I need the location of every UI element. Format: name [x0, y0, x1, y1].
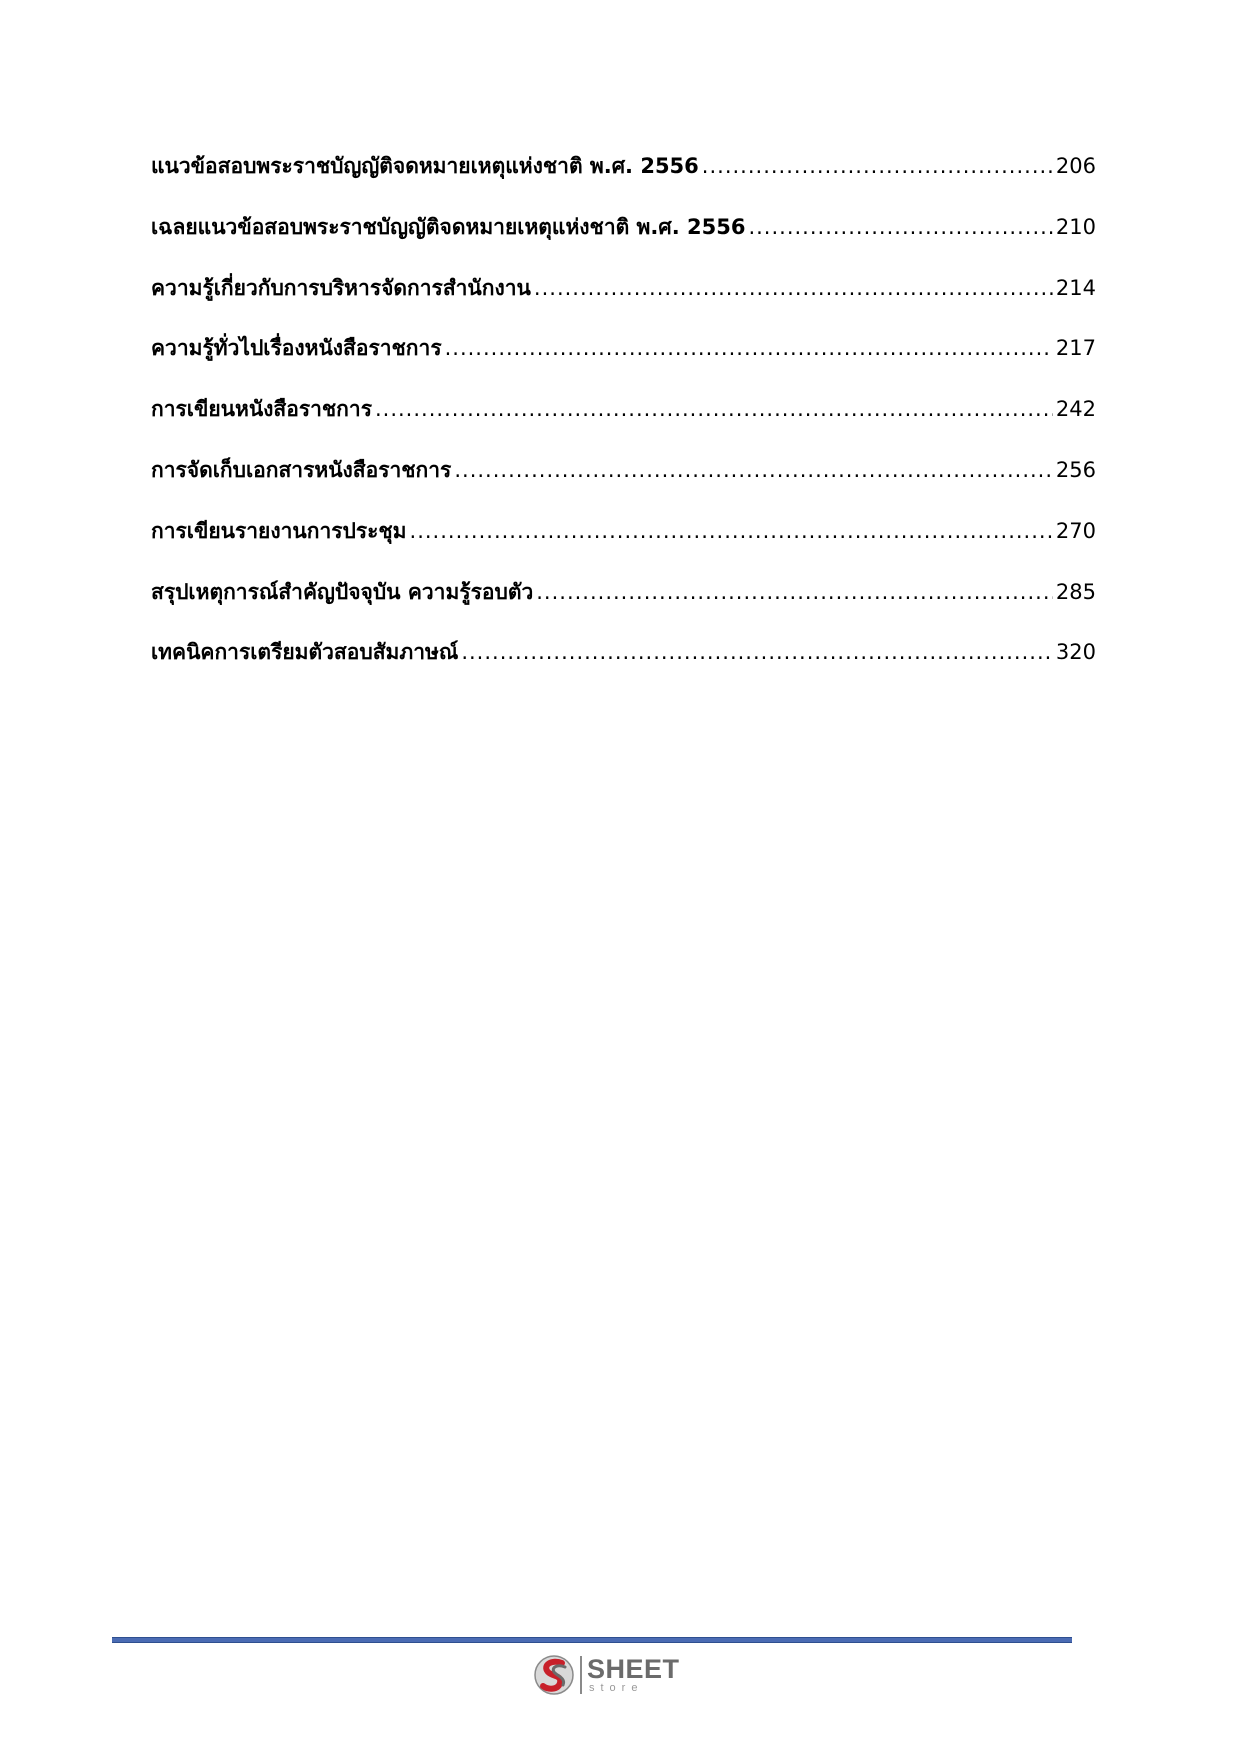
- logo-divider: [580, 1656, 582, 1694]
- toc-dot-leader: [461, 640, 1053, 664]
- toc-dot-leader: [702, 154, 1053, 178]
- toc-dot-leader: [445, 336, 1053, 360]
- logo-word: SHEET: [587, 1654, 680, 1684]
- toc-entry[interactable]: [151, 332, 1096, 393]
- toc-entry[interactable]: [151, 211, 1096, 272]
- footer-logo: [532, 1652, 692, 1698]
- toc-entry-page: 214: [1055, 275, 1096, 300]
- toc-entry-page: 217: [1055, 336, 1096, 361]
- toc-dot-leader: [536, 580, 1053, 604]
- toc-entry-page: 320: [1055, 640, 1096, 665]
- toc-entry-page: 270: [1055, 518, 1096, 543]
- table-of-contents: [151, 150, 1096, 697]
- toc-entry[interactable]: [151, 393, 1096, 454]
- toc-entry[interactable]: [151, 515, 1096, 576]
- toc-entry-page: 242: [1055, 397, 1096, 422]
- toc-entry-page: 206: [1055, 154, 1096, 178]
- toc-entry-page: 210: [1055, 214, 1096, 239]
- toc-dot-leader: [748, 215, 1052, 239]
- toc-entry-page: 256: [1055, 457, 1096, 482]
- toc-entry[interactable]: [151, 576, 1096, 637]
- toc-entry-title: สรุปเหตุการณ์สำคัญปัจจุบัน ความรู้รอบตัว: [151, 579, 534, 604]
- toc-dot-leader: [410, 519, 1053, 543]
- toc-entry-title: แนวข้อสอบพระราชบัญญัติจดหมายเหตุแห่งชาติ พ.ศ. 2556: [151, 154, 699, 178]
- toc-dot-leader: [375, 397, 1053, 421]
- toc-entry-title: การจัดเก็บเอกสารหนังสือราชการ: [151, 457, 452, 482]
- toc-dot-leader: [534, 276, 1053, 300]
- toc-entry-title: เฉลยแนวข้อสอบพระราชบัญญัติจดหมายเหตุแห่งชาติ พ.ศ. 2556: [151, 214, 746, 239]
- toc-entry-title: การเขียนหนังสือราชการ: [151, 397, 372, 422]
- toc-entry-page: 285: [1055, 579, 1096, 604]
- footer-divider: [112, 1637, 1072, 1643]
- logo-subtitle: store: [589, 1682, 644, 1694]
- logo-text: [587, 1656, 680, 1694]
- toc-entry[interactable]: [151, 454, 1096, 515]
- toc-entry[interactable]: [151, 272, 1096, 333]
- toc-entry[interactable]: [151, 636, 1096, 697]
- toc-entry-title: ความรู้ทั่วไปเรื่องหนังสือราชการ: [151, 336, 442, 361]
- toc-dot-leader: [454, 458, 1053, 482]
- toc-entry-title: เทคนิคการเตรียมตัวสอบสัมภาษณ์: [151, 640, 459, 665]
- toc-entry[interactable]: [151, 150, 1096, 211]
- toc-entry-title: การเขียนรายงานการประชุม: [151, 518, 407, 543]
- sheet-store-logo-icon: [532, 1653, 576, 1697]
- toc-entry-title: ความรู้เกี่ยวกับการบริหารจัดการสำนักงาน: [151, 275, 531, 300]
